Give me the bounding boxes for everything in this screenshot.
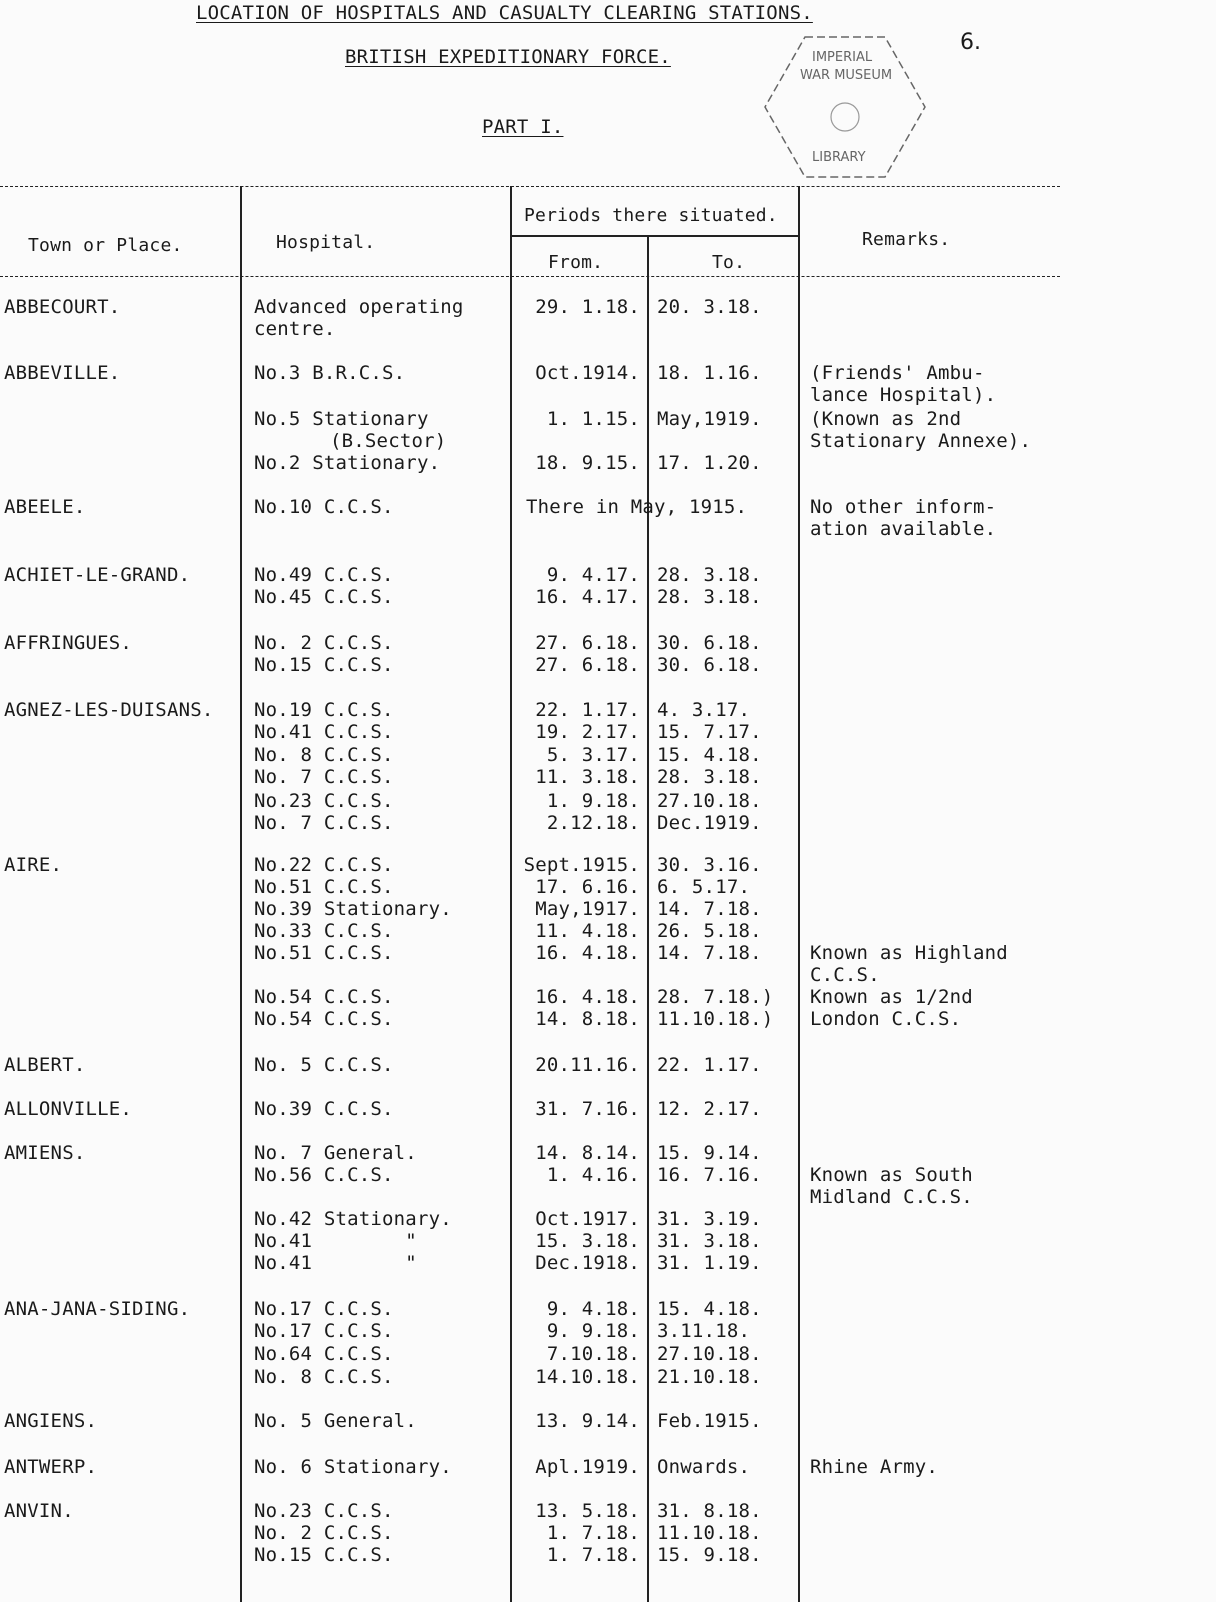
cell-hospital: No.42 Stationary. [254,1208,452,1230]
cell-remarks: C.C.S. [810,964,880,986]
stamp-line-3: LIBRARY [812,150,866,165]
cell-from: 18. 9.15. [535,452,640,474]
cell-to: 15. 4.18. [657,744,762,766]
column-divider-1 [240,186,242,1602]
cell-from: 29. 1.18. [535,296,640,318]
cell-from: 11. 3.18. [535,766,640,788]
cell-to: 26. 5.18. [657,920,762,942]
cell-to: 30. 3.16. [657,854,762,876]
cell-hospital: Advanced operating [254,296,464,318]
cell-to: 31. 3.18. [657,1230,762,1252]
cell-hospital: No. 2 C.C.S. [254,632,394,654]
cell-hospital: No. 2 C.C.S. [254,1522,394,1544]
cell-hospital: No. 7 C.C.S. [254,766,394,788]
cell-to: 28. 3.18. [657,586,762,608]
header-from: From. [548,252,604,273]
header-to: To. [712,252,746,273]
cell-hospital: No.41 C.C.S. [254,721,394,743]
cell-town: AIRE. [4,854,63,876]
cell-from: 9. 4.18. [546,1298,640,1320]
cell-remarks: Known as South [810,1164,973,1186]
cell-to: 11.10.18. [657,1522,762,1544]
periods-divider-rule [510,235,798,237]
cell-to: 21.10.18. [657,1366,762,1388]
cell-from: 9. 9.18. [546,1320,640,1342]
cell-town: ANGIENS. [4,1410,98,1432]
cell-to: 14. 7.18. [657,898,762,920]
cell-remarks: (Friends' Ambu- [810,362,985,384]
cell-hospital: No.17 C.C.S. [254,1320,394,1342]
cell-to: 15. 4.18. [657,1298,762,1320]
cell-hospital: No.19 C.C.S. [254,699,394,721]
cell-remarks: (Known as 2nd [810,408,962,430]
cell-to: Onwards. [657,1456,751,1478]
cell-to: 12. 2.17. [657,1098,762,1120]
cell-to: 30. 6.18. [657,654,762,676]
cell-from: 16. 4.18. [535,942,640,964]
cell-from: 7.10.18. [546,1343,640,1365]
column-divider-2 [510,186,512,1602]
cell-hospital: No.49 C.C.S. [254,564,394,586]
cell-from: 1. 1.15. [546,408,640,430]
cell-to: 15. 9.18. [657,1544,762,1566]
cell-from: Apl.1919. [535,1456,640,1478]
cell-to: Dec.1919. [657,812,762,834]
cell-from: 11. 4.18. [535,920,640,942]
cell-to: 31. 3.19. [657,1208,762,1230]
cell-hospital: No.17 C.C.S. [254,1298,394,1320]
cell-hospital: No.39 Stationary. [254,898,452,920]
cell-from: 16. 4.18. [535,986,640,1008]
cell-to: 20. 3.18. [657,296,762,318]
cell-hospital: No.3 B.R.C.S. [254,362,406,384]
cell-hospital: No.10 C.C.S. [254,496,394,518]
cell-from: Oct.1917. [535,1208,640,1230]
cell-from: 14. 8.14. [535,1142,640,1164]
document-title: LOCATION OF HOSPITALS AND CASUALTY CLEARING STATIONS. [196,2,813,24]
cell-hospital: (B.Sector) [330,430,447,452]
cell-hospital: No.41 " [254,1252,417,1274]
cell-town: ALBERT. [4,1054,86,1076]
cell-hospital: No.45 C.C.S. [254,586,394,608]
cell-hospital: No.23 C.C.S. [254,790,394,812]
cell-town: AMIENS. [4,1142,86,1164]
cell-from: 27. 6.18. [535,632,640,654]
cell-hospital: No. 7 General. [254,1142,417,1164]
cell-remarks: Rhine Army. [810,1456,939,1478]
cell-town: ABEELE. [4,496,86,518]
cell-remarks: Stationary Annexe). [810,430,1032,452]
cell-town: AGNEZ-LES-DUISANS. [4,699,214,721]
cell-remarks: Known as Highland [810,942,1008,964]
cell-to: 15. 9.14. [657,1142,762,1164]
stamp-line-2: WAR MUSEUM [800,68,893,83]
cell-remarks: No other inform- [810,496,997,518]
cell-hospital: No. 5 C.C.S. [254,1054,394,1076]
cell-hospital: No.51 C.C.S. [254,942,394,964]
cell-to: 3.11.18. [657,1320,751,1342]
cell-to: 28. 3.18. [657,564,762,586]
cell-from: May,1917. [535,898,640,920]
cell-from: 5. 3.17. [546,744,640,766]
cell-from: Sept.1915. [523,854,640,876]
cell-from: Oct.1914. [535,362,640,384]
cell-hospital: No. 8 C.C.S. [254,744,394,766]
cell-to: Feb.1915. [657,1410,762,1432]
cell-from: 27. 6.18. [535,654,640,676]
cell-remarks: ation available. [810,518,997,540]
cell-from: 16. 4.17. [535,586,640,608]
cell-from: 1. 7.18. [546,1544,640,1566]
cell-to: 6. 5.17. [657,876,751,898]
cell-hospital: No. 8 C.C.S. [254,1366,394,1388]
cell-hospital: No. 5 General. [254,1410,417,1432]
cell-from: 1. 4.16. [546,1164,640,1186]
cell-remarks: London C.C.S. [810,1008,962,1030]
cell-hospital: No.39 C.C.S. [254,1098,394,1120]
cell-town: ABBEVILLE. [4,362,121,384]
cell-to: 4. 3.17. [657,699,751,721]
cell-to: 22. 1.17. [657,1054,762,1076]
cell-town: AFFRINGUES. [4,632,133,654]
cell-from: 19. 2.17. [535,721,640,743]
cell-hospital: No.2 Stationary. [254,452,441,474]
cell-from: 20.11.16. [535,1054,640,1076]
cell-hospital: No. 6 Stationary. [254,1456,452,1478]
cell-from: 14. 8.18. [535,1008,640,1030]
cell-remarks: lance Hospital). [810,384,997,406]
cell-hospital: No.15 C.C.S. [254,654,394,676]
cell-to: 11.10.18.) [657,1008,774,1030]
cell-hospital: No.51 C.C.S. [254,876,394,898]
cell-town: ANTWERP. [4,1456,98,1478]
table-top-rule [0,186,1060,187]
cell-from: Dec.1918. [535,1252,640,1274]
cell-to: 18. 1.16. [657,362,762,384]
cell-to: May,1919. [657,408,762,430]
cell-from: There in May, 1915. [526,496,748,518]
museum-stamp [760,32,930,182]
column-divider-4 [798,186,800,1602]
header-town: Town or Place. [28,235,183,256]
cell-town: ACHIET-LE-GRAND. [4,564,191,586]
cell-from: 9. 4.17. [546,564,640,586]
cell-from: 22. 1.17. [535,699,640,721]
document-subtitle: BRITISH EXPEDITIONARY FORCE. [345,46,671,68]
cell-to: 15. 7.17. [657,721,762,743]
cell-hospital: No.41 " [254,1230,417,1252]
column-divider-3 [647,236,649,1602]
cell-to: 16. 7.16. [657,1164,762,1186]
cell-from: 13. 9.14. [535,1410,640,1432]
cell-from: 31. 7.16. [535,1098,640,1120]
cell-from: 17. 6.16. [535,876,640,898]
cell-hospital: No.54 C.C.S. [254,986,394,1008]
cell-hospital: No.5 Stationary [254,408,429,430]
cell-town: ALLONVILLE. [4,1098,133,1120]
header-remarks: Remarks. [862,229,951,250]
cell-hospital: No.64 C.C.S. [254,1343,394,1365]
cell-to: 27.10.18. [657,1343,762,1365]
cell-to: 17. 1.20. [657,452,762,474]
cell-hospital: No.54 C.C.S. [254,1008,394,1030]
cell-hospital: No.15 C.C.S. [254,1544,394,1566]
cell-to: 30. 6.18. [657,632,762,654]
cell-to: 31. 8.18. [657,1500,762,1522]
cell-from: 13. 5.18. [535,1500,640,1522]
cell-from: 15. 3.18. [535,1230,640,1252]
cell-remarks: Midland C.C.S. [810,1186,973,1208]
cell-to: 31. 1.19. [657,1252,762,1274]
cell-hospital: No.23 C.C.S. [254,1500,394,1522]
cell-from: 14.10.18. [535,1366,640,1388]
page-number: 6. [960,30,981,55]
cell-to: 14. 7.18. [657,942,762,964]
header-hospital: Hospital. [276,232,376,253]
cell-from: 1. 7.18. [546,1522,640,1544]
header-bottom-rule [0,276,1060,277]
cell-hospital: No.22 C.C.S. [254,854,394,876]
cell-town: ANA-JANA-SIDING. [4,1298,191,1320]
cell-hospital: No. 7 C.C.S. [254,812,394,834]
cell-to: 28. 3.18. [657,766,762,788]
cell-hospital: centre. [254,318,336,340]
cell-town: ABBECOURT. [4,296,121,318]
cell-from: 1. 9.18. [546,790,640,812]
header-periods: Periods there situated. [524,205,778,226]
cell-hospital: No.56 C.C.S. [254,1164,394,1186]
cell-to: 28. 7.18.) [657,986,774,1008]
part-label: PART I. [482,116,564,138]
cell-hospital: No.33 C.C.S. [254,920,394,942]
cell-remarks: Known as 1/2nd [810,986,973,1008]
cell-to: 27.10.18. [657,790,762,812]
cell-from: 2.12.18. [546,812,640,834]
stamp-line-1: IMPERIAL [812,50,873,65]
cell-town: ANVIN. [4,1500,74,1522]
